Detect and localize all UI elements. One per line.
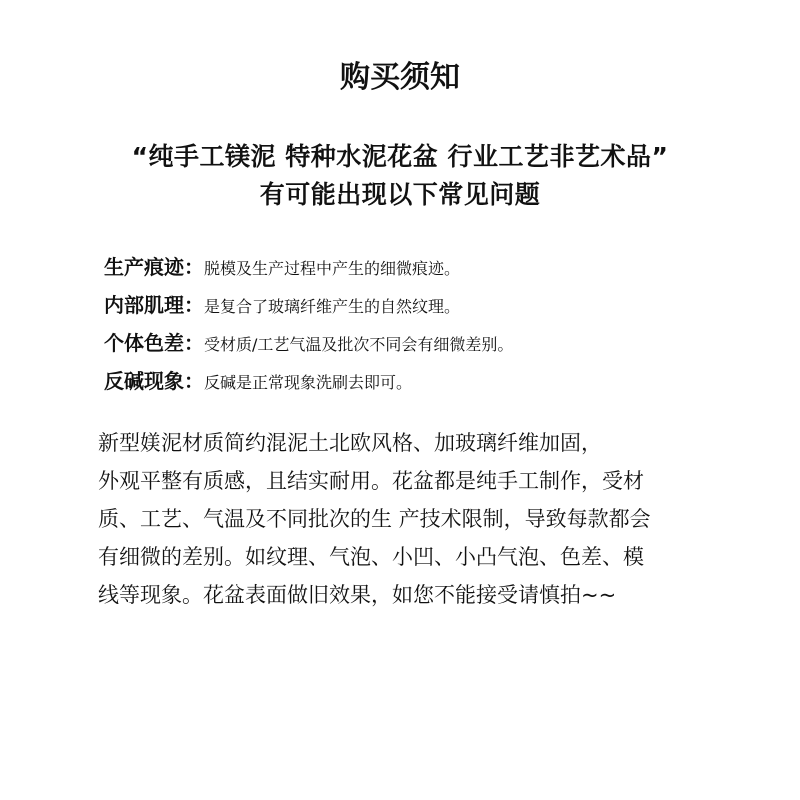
notice-item-efflorescence	[104, 362, 764, 400]
notice-item-color-variance	[104, 324, 764, 362]
notice-label: 生产痕迹：	[104, 255, 204, 279]
description-line: 线等现象。花盆表面做旧效果，如您不能接受请慎拍~~	[98, 583, 617, 607]
subtitle-slogan: “纯手工镁泥 特种水泥花盆 行业工艺非艺术品”	[131, 142, 669, 171]
description-line: 新型媄泥材质简约混泥土北欧风格、加玻璃纤维加固，	[98, 431, 602, 455]
notice-text: 脱模及生产过程中产生的细微痕迹。	[204, 259, 461, 278]
product-description	[98, 424, 758, 614]
description-line: 质、工艺、气温及不同批次的生 产技术限制，导致每款都会	[98, 507, 651, 531]
subtitle-common-issues: 有可能出现以下常见问题	[259, 180, 541, 209]
notice-label: 内部肌理：	[104, 293, 204, 317]
description-line: 外观平整有质感，且结实耐用。花盆都是纯手工制作，受材	[98, 469, 644, 493]
notice-list	[104, 248, 764, 400]
notice-item-texture	[104, 286, 764, 324]
page-title: 购买须知	[340, 60, 460, 95]
notice-text: 受材质/工艺气温及批次不同会有细微差别。	[204, 335, 514, 354]
notice-label: 个体色差：	[104, 331, 204, 355]
notice-item-production-marks	[104, 248, 764, 286]
description-line: 有细微的差别。如纹理、气泡、小凹、小凸气泡、色差、模	[98, 545, 644, 569]
notice-label: 反碱现象：	[104, 369, 204, 393]
notice-text: 是复合了玻璃纤维产生的自然纹理。	[204, 297, 461, 316]
notice-text: 反碱是正常现象洗刷去即可。	[204, 373, 413, 392]
